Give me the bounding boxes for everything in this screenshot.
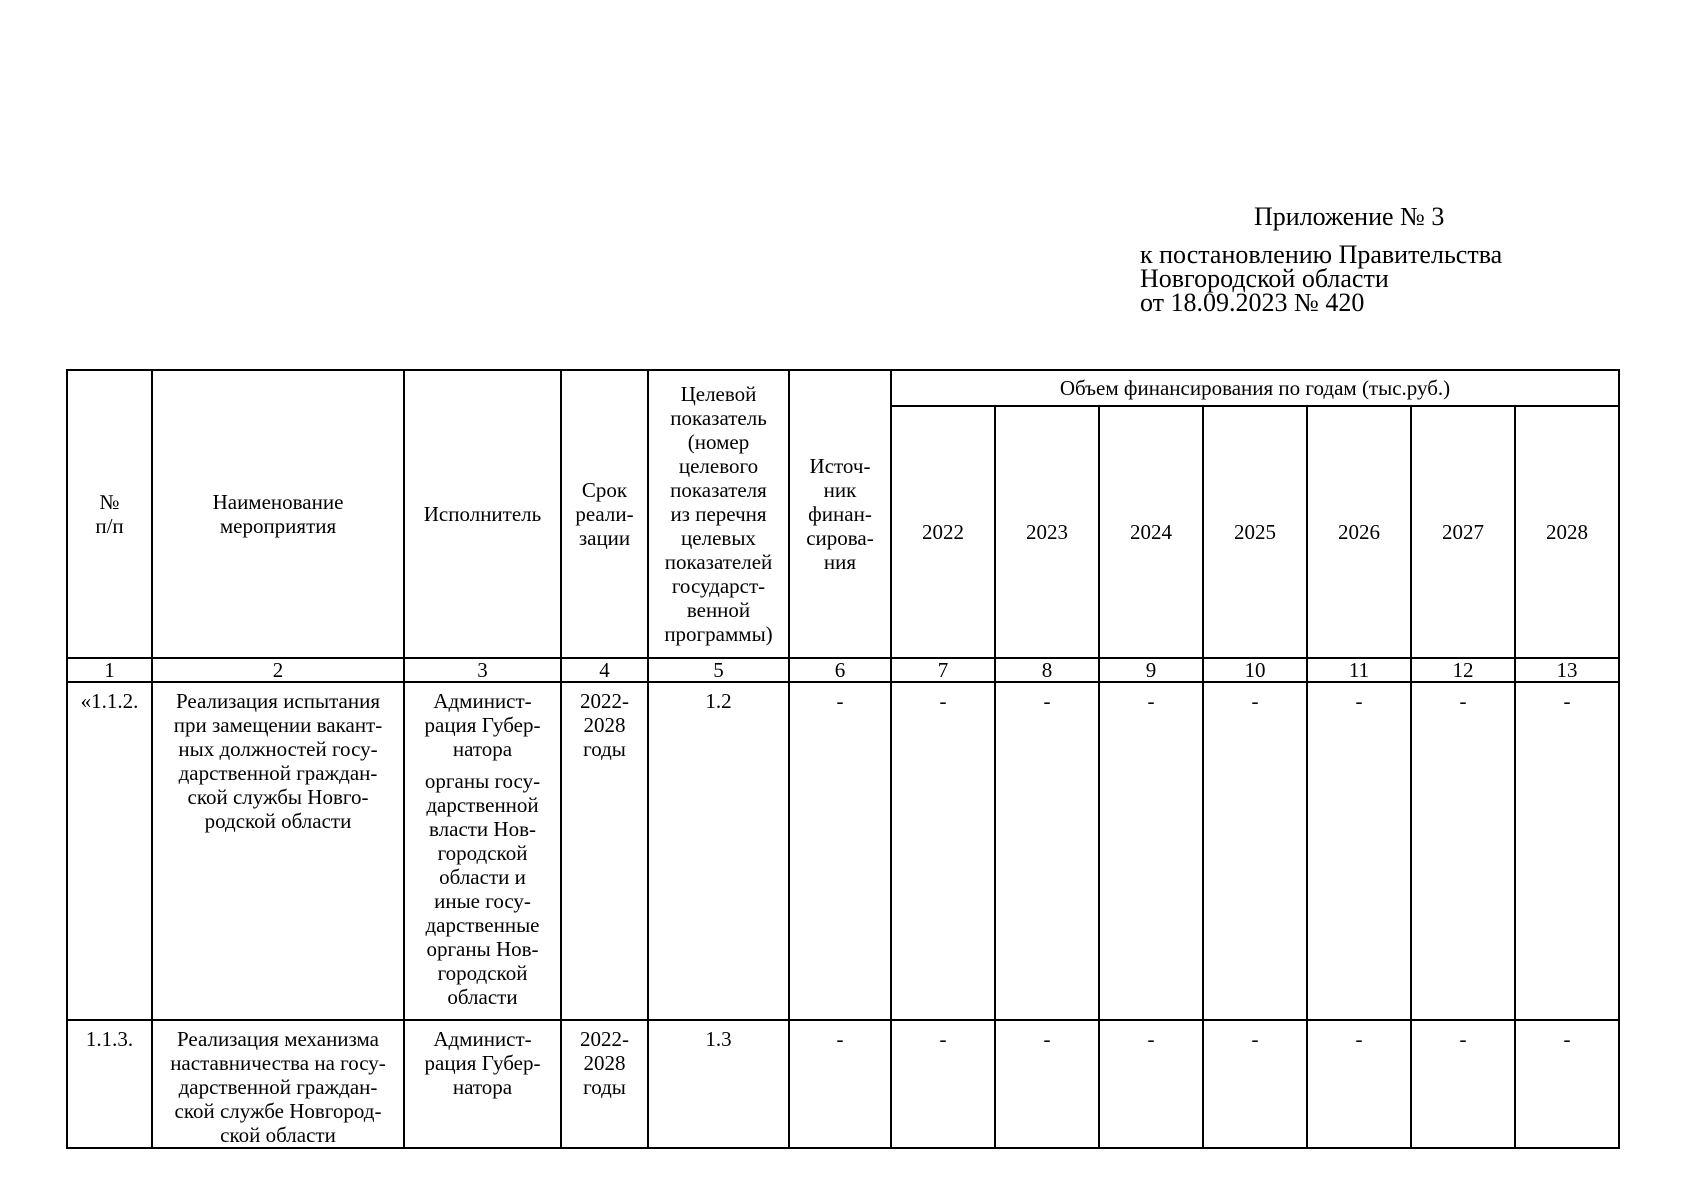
col-header-year: 2026: [1307, 406, 1411, 658]
column-number: 10: [1203, 658, 1307, 682]
column-number: 12: [1411, 658, 1515, 682]
col-header-term: Срок реали- зации: [561, 370, 648, 658]
col-header-source: Источ- ник финан- сирова- ния: [789, 370, 891, 658]
executor-cell: [404, 1020, 561, 1148]
executor-name: Админист- рация Губер- натора: [424, 689, 541, 761]
region-line: Новгородской области: [1140, 264, 1389, 293]
funding-value: -: [1411, 1020, 1515, 1148]
column-number: 3: [404, 658, 561, 682]
table-row: [67, 682, 1619, 1020]
measure-name: Реализация испытания при замещении вакант- ных должностей госу- дарственной граждан- ской службы Новго- родской области: [152, 682, 404, 1020]
document-header: [1140, 202, 1640, 317]
col-header-year: 2025: [1203, 406, 1307, 658]
col-header-funding: Объем финансирования по годам (тыс.руб.): [891, 370, 1619, 406]
target-indicator: 1.2: [648, 682, 789, 1020]
col-header-year: 2027: [1411, 406, 1515, 658]
col-header-executor: Исполнитель: [404, 370, 561, 658]
row-number: 1.1.3.: [67, 1020, 152, 1148]
funding-source: -: [789, 1020, 891, 1148]
column-number: 9: [1099, 658, 1203, 682]
executor-name: Админист- рация Губер- натора: [424, 1027, 541, 1099]
col-header-name: Наименование мероприятия: [152, 370, 404, 658]
column-number: 4: [561, 658, 648, 682]
date-number-line: от 18.09.2023 № 420: [1140, 288, 1365, 317]
funding-value: -: [995, 682, 1099, 1020]
column-number: 2: [152, 658, 404, 682]
column-number: 11: [1307, 658, 1411, 682]
funding-value: -: [1203, 1020, 1307, 1148]
table-row: [67, 1020, 1619, 1148]
funding-value: -: [1307, 1020, 1411, 1148]
funding-value: -: [1099, 1020, 1203, 1148]
col-header-num: № п/п: [67, 370, 152, 658]
funding-value: -: [1307, 682, 1411, 1020]
column-number: 8: [995, 658, 1099, 682]
resolution-line: к постановлению Правительства: [1140, 240, 1503, 269]
col-header-year: 2024: [1099, 406, 1203, 658]
executor-cell: [404, 682, 561, 1020]
term: 2022- 2028 годы: [561, 1020, 648, 1148]
measures-table: [66, 369, 1620, 1149]
funding-value: -: [891, 1020, 995, 1148]
col-header-year: 2023: [995, 406, 1099, 658]
measure-name: Реализация механизма наставничества на госу- дарственной граждан- ской службе Новгород- ской области: [152, 1020, 404, 1148]
funding-value: -: [1203, 682, 1307, 1020]
funding-value: -: [1515, 682, 1619, 1020]
funding-source: -: [789, 682, 891, 1020]
column-number: 5: [648, 658, 789, 682]
column-number-row: [67, 658, 1619, 682]
target-indicator: 1.3: [648, 1020, 789, 1148]
funding-value: -: [1099, 682, 1203, 1020]
funding-value: -: [1515, 1020, 1619, 1148]
col-header-year: 2022: [891, 406, 995, 658]
funding-value: -: [891, 682, 995, 1020]
executor-name: органы госу- дарственной власти Нов- городской области и иные госу- дарственные органы Нов- городской области: [424, 769, 541, 1009]
col-header-year: 2028: [1515, 406, 1619, 658]
term: 2022- 2028 годы: [561, 682, 648, 1020]
column-number: 6: [789, 658, 891, 682]
appendix-title: Приложение № 3: [1254, 202, 1445, 231]
column-number: 13: [1515, 658, 1619, 682]
funding-value: -: [995, 1020, 1099, 1148]
col-header-target: Целевой показатель (номер целевого показателя из перечня целевых показателей государст- венной программы): [648, 370, 789, 658]
row-number: «1.1.2.: [67, 682, 152, 1020]
column-number: 7: [891, 658, 995, 682]
column-number: 1: [67, 658, 152, 682]
header-row: [67, 370, 1619, 406]
funding-value: -: [1411, 682, 1515, 1020]
